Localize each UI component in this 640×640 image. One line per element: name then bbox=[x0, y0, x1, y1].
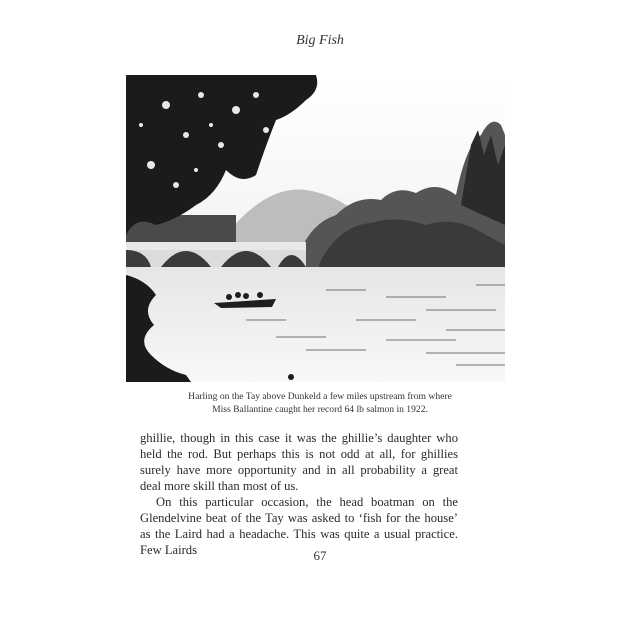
running-head: Big Fish bbox=[296, 33, 344, 48]
caption-line-2: Miss Ballantine caught her record 64 lb salmon in 1922. bbox=[212, 403, 428, 415]
caption-line-1: Harling on the Tay above Dunkeld a few miles upstream from where bbox=[188, 391, 452, 402]
figure-caption bbox=[130, 391, 510, 416]
river-bridge-photo bbox=[126, 75, 505, 382]
body-text bbox=[140, 430, 458, 558]
paragraph-2: On this particular occasion, the head boatman on the Glendelvine beat of the Tay was asked to ‘fish for the house’ as the Laird had a headache. This was quite a usual practice. Few Lairds bbox=[140, 495, 458, 557]
paragraph-1: ghillie, though in this case it was the ghillie’s daughter who held the rod. But perhaps this is not odd at all, for ghillies surely have more opportunity and in all probability a great deal more skill than most of us. bbox=[140, 431, 458, 493]
page-number: 67 bbox=[313, 548, 327, 563]
